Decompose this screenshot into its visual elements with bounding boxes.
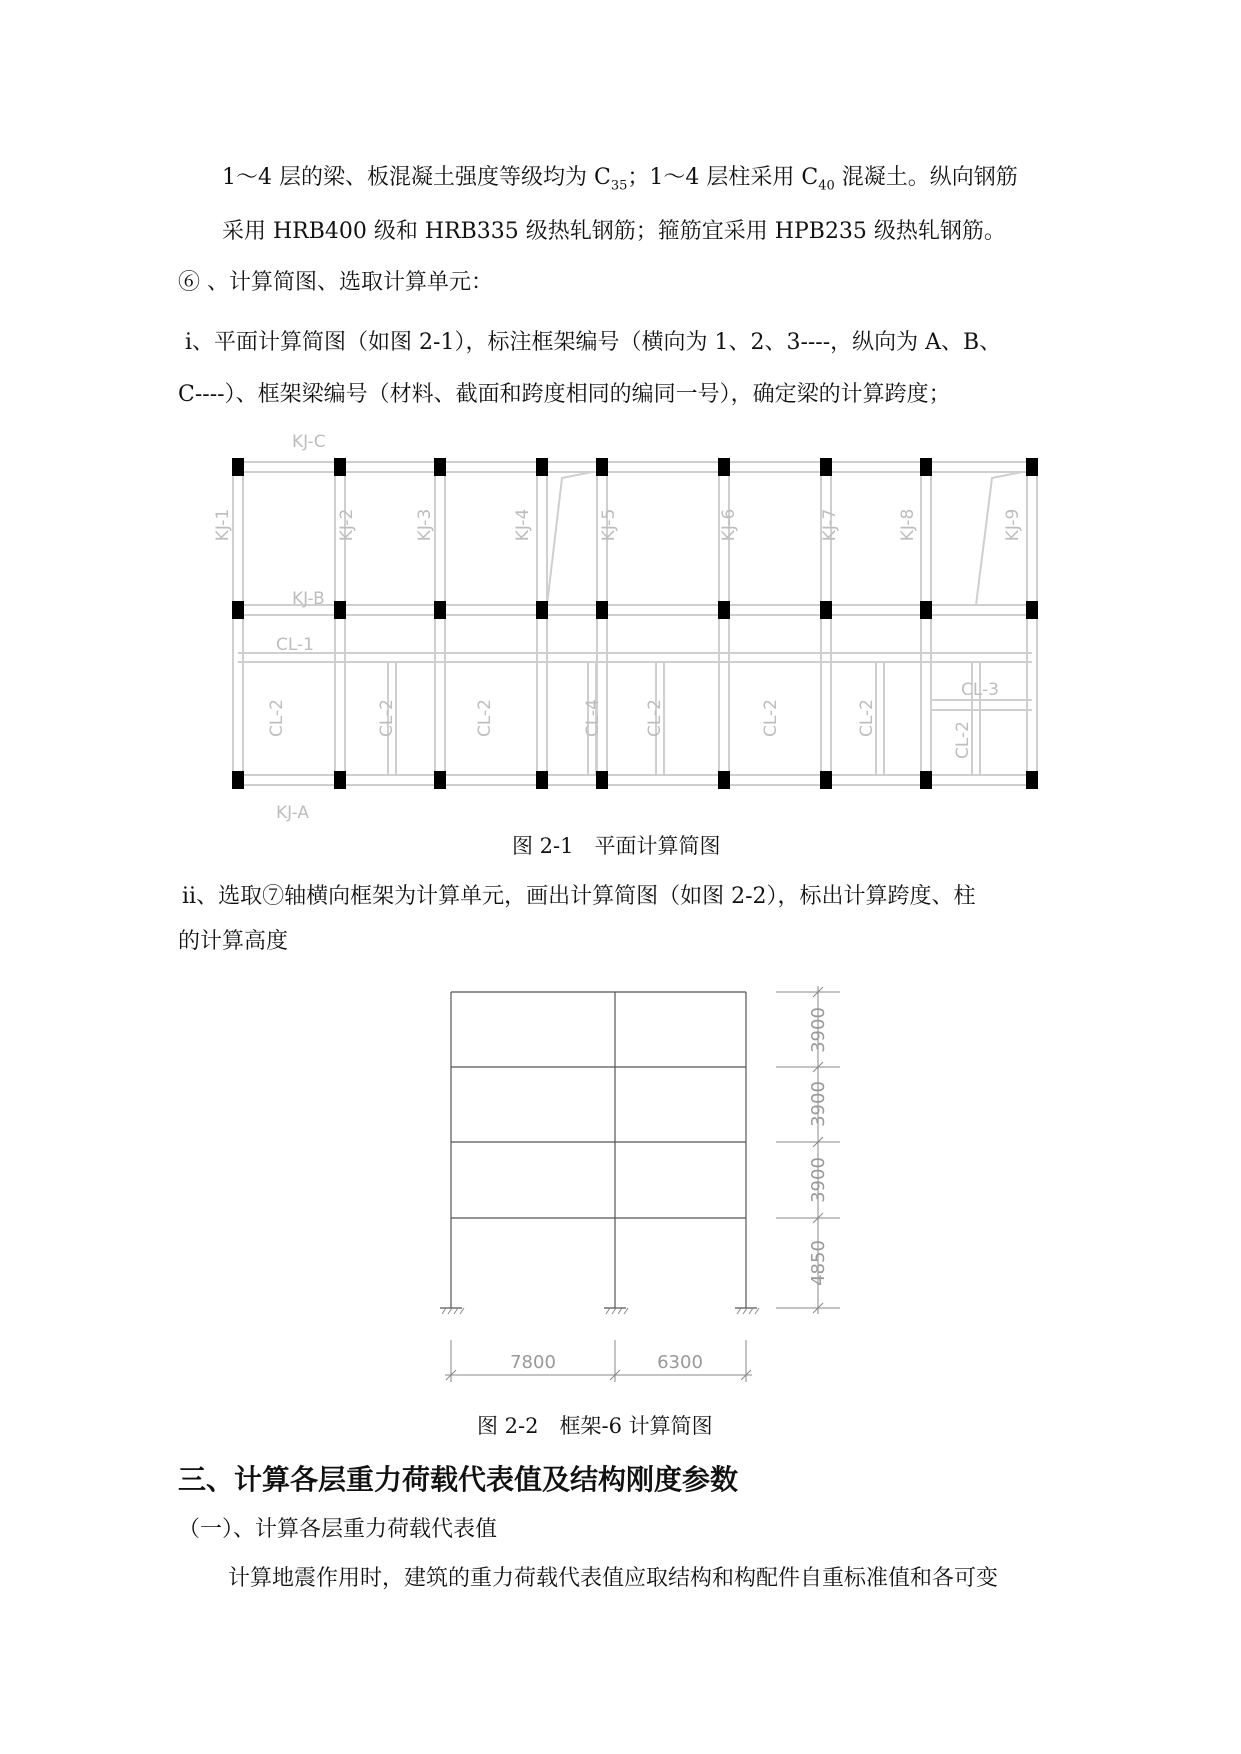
subscript: 40 xyxy=(818,178,835,194)
plan-column xyxy=(1026,771,1038,789)
plan-column xyxy=(920,458,932,476)
frame-label: KJ-9 xyxy=(1003,508,1023,542)
plan-column xyxy=(1026,601,1038,619)
span-dimensions xyxy=(445,1340,752,1382)
plan-column xyxy=(434,458,446,476)
plan-column xyxy=(334,458,346,476)
height-dimensions xyxy=(776,986,840,1314)
secondary-beam-label: CL-2 xyxy=(857,699,877,737)
longitudinal-frame-label: KJ-A xyxy=(276,803,309,823)
paragraph-gravity-load: 计算地震作用时，建筑的重力荷载代表值应取结构和构配件自重标准值和各可变 xyxy=(228,1566,999,1591)
plan-column xyxy=(920,601,932,619)
plan-column xyxy=(434,771,446,789)
item-ii-line1: ⅱ、选取⑦轴横向框架为计算单元，画出计算简图（如图 2-2），标出计算跨度、柱 xyxy=(182,884,976,909)
secondary-beam-label: CL-1 xyxy=(276,635,314,655)
frame-label: KJ-5 xyxy=(599,508,619,542)
plan-column xyxy=(1026,458,1038,476)
paragraph-rebar: 采用 HRB400 级和 HRB335 级热轧钢筋；箍筋宜采用 HPB235 级热轧钢筋。 xyxy=(222,219,1006,244)
paragraph-concrete-grade xyxy=(222,163,1018,201)
plan-column xyxy=(232,771,244,789)
frame-label: KJ-6 xyxy=(719,508,739,542)
plan-column xyxy=(820,458,832,476)
plan-column xyxy=(536,458,548,476)
secondary-beam-label: CL-2 xyxy=(267,699,287,737)
item-6-heading: ⑥ 、计算简图、选取计算单元： xyxy=(178,270,493,295)
secondary-beam-label: CL-4 xyxy=(583,699,603,737)
story-height-label-3: 3900 xyxy=(808,1081,829,1127)
item-i-line2: C----）、框架梁编号（材料、截面和跨度相同的编同一号），确定梁的计算跨度； xyxy=(178,382,951,407)
plan-column xyxy=(434,601,446,619)
plan-column xyxy=(920,771,932,789)
secondary-beam-label: CL-2 xyxy=(475,699,495,737)
item-i-line1: ⅰ、平面计算简图（如图 2-1），标注框架编号（横向为 1、2、3----，纵向为 A、B、 xyxy=(185,330,1002,355)
frame-members xyxy=(440,992,759,1314)
secondary-beam-label: CL-2 xyxy=(761,699,781,737)
plan-column xyxy=(232,601,244,619)
secondary-beam-label: CL-3 xyxy=(961,680,999,700)
subsection-1-heading: （一）、计算各层重力荷载代表值 xyxy=(178,1517,498,1542)
secondary-beam-label: CL-2 xyxy=(377,699,397,737)
span-label-2: 6300 xyxy=(657,1352,703,1373)
plan-columns xyxy=(232,458,1038,789)
plan-labels xyxy=(213,432,1023,823)
plan-column xyxy=(820,601,832,619)
section-3-heading: 三、计算各层重力荷载代表值及结构刚度参数 xyxy=(178,1463,739,1496)
frame-label: KJ-2 xyxy=(337,508,357,542)
plan-column xyxy=(232,458,244,476)
plan-column xyxy=(536,601,548,619)
plan-column xyxy=(718,458,730,476)
plan-column xyxy=(820,771,832,789)
figure-2-1-caption: 图 2-1 平面计算简图 xyxy=(512,834,721,858)
text-part: 1～4 层的梁、板混凝土强度等级均为 C xyxy=(222,165,611,190)
subscript: 35 xyxy=(610,178,628,194)
longitudinal-frame-label: KJ-B xyxy=(292,589,325,609)
story-height-labels xyxy=(808,1007,829,1286)
text-part: ；1～4 层柱采用 C xyxy=(627,165,819,190)
span-label-1: 7800 xyxy=(510,1352,556,1373)
plan-grid xyxy=(233,462,1037,785)
plan-column xyxy=(334,771,346,789)
secondary-beam-label: CL-2 xyxy=(953,721,973,759)
plan-column xyxy=(334,601,346,619)
plan-column xyxy=(718,601,730,619)
frame-label: KJ-8 xyxy=(898,508,918,542)
plan-column xyxy=(536,771,548,789)
plan-column xyxy=(596,458,608,476)
story-height-label-4: 3900 xyxy=(808,1007,829,1053)
frame-label: KJ-7 xyxy=(820,508,840,542)
item-ii-line2: 的计算高度 xyxy=(178,929,289,954)
text-part: 混凝土。纵向钢筋 xyxy=(834,165,1018,190)
story-height-label-1: 4850 xyxy=(808,1240,829,1286)
plan-column xyxy=(718,771,730,789)
frame-label: KJ-1 xyxy=(213,508,233,542)
secondary-beam-label: CL-2 xyxy=(645,699,665,737)
plan-column xyxy=(596,601,608,619)
longitudinal-frame-label: KJ-C xyxy=(292,432,326,452)
frame-label: KJ-3 xyxy=(415,508,435,542)
frame-label: KJ-4 xyxy=(513,508,533,542)
story-height-label-2: 3900 xyxy=(808,1157,829,1203)
plan-column xyxy=(596,771,608,789)
figure-2-2-caption: 图 2-2 框架-6 计算简图 xyxy=(477,1414,713,1438)
